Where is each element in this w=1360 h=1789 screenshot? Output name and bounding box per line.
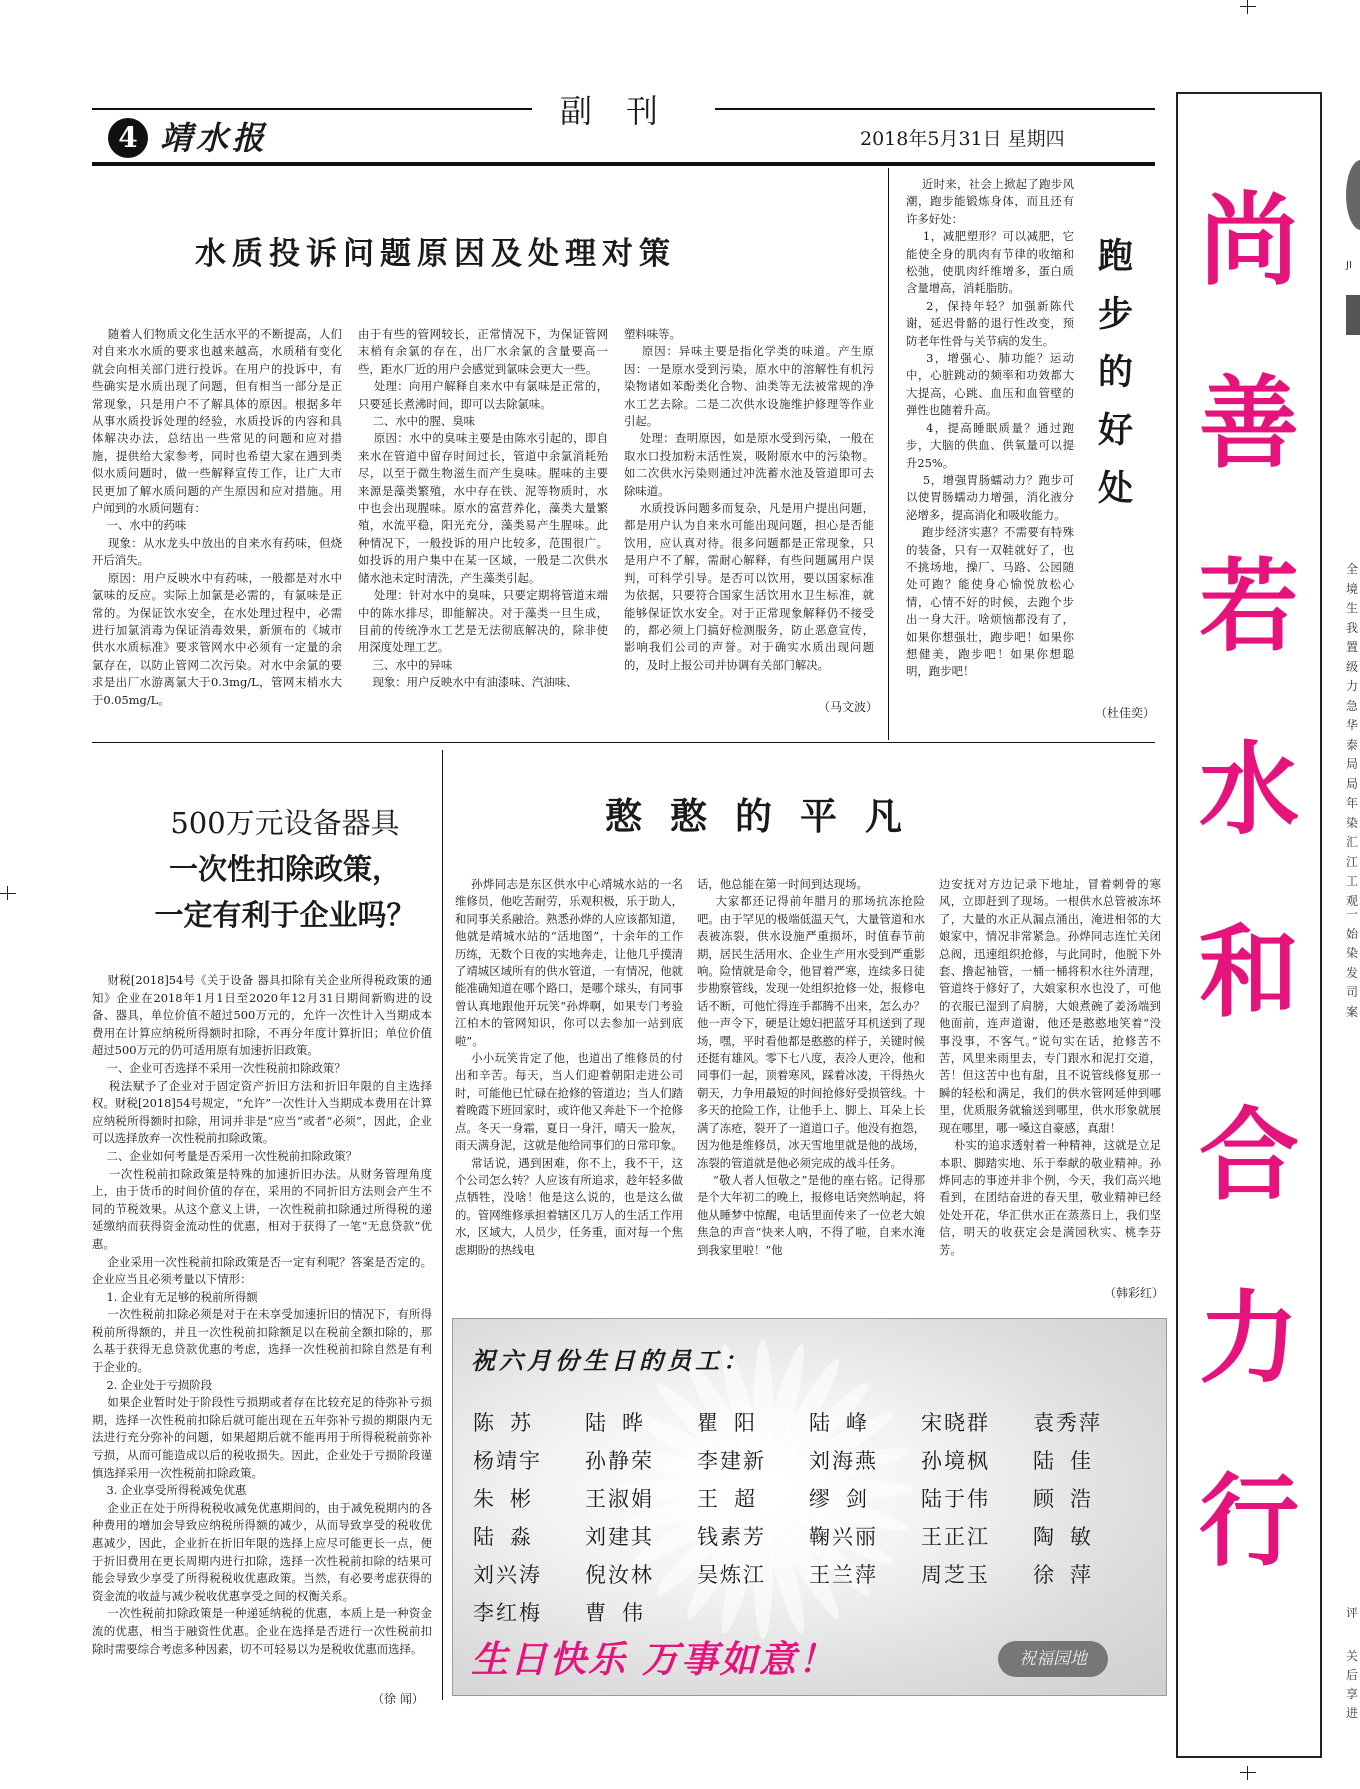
issue-date: 2018年5月31日 星期四 xyxy=(860,128,1065,150)
banner-char: 善 xyxy=(1199,365,1299,482)
article4-col1: 孙烨同志是东区供水中心靖城水站的一名维修员，他吃苦耐劳，乐观积极，乐于助人，和同事关系融洽。熟悉孙烨的人应该都知道，他就是靖城水站的“活地图”，十余年的工作历练，无数个日夜的实地奔走，让他几乎摸清了靖城区域所有的供水管道，一有情况，他就能准确知道在哪个路口，是哪个球头，有同事曾认真地跟他开玩笑“孙烨啊，如果专门考验江柏木的管网知识，你可以去参加一站到底啦”。 小小玩笑肯定了他，也道出了维修员的付出和辛苦。每天，当人们迎着朝阳走进公司时，可能他已忙碌在抢修的管道边；当人们踏着晚霞下班回家时，或许他又奔赴下一个抢修点。冬天一身霜，夏日一身汗，晴天一脸灰，雨天满身泥，这就是他给同事们的日常印象。 常话说，遇到困难，你不上，我不干，这个公司怎么转？人应该有所追求，趁年轻多做点牺牲，没啥！他是这么说的，也是这么做的。管网维修承担着辖区几万人的生活工作用水，区域大，人员少，任务重，面对每一个焦虑期盼的热线电 xyxy=(455,877,683,1257)
article1-byline: （马文波） xyxy=(818,700,879,714)
birthday-name: 钱素芳 xyxy=(697,1525,766,1549)
article3-title-line1: 500万元设备器具 xyxy=(170,806,400,840)
edge-fragment-char: 华 xyxy=(1346,718,1359,732)
header-rule-left xyxy=(92,108,532,110)
banner-char: 力 xyxy=(1199,1280,1299,1397)
edge-fragment-char: 汇 xyxy=(1346,835,1359,849)
edge-fragment-char: 发 xyxy=(1346,965,1359,980)
edge-fragment-char: 始 xyxy=(1346,926,1359,941)
birthday-name: 顾浩 xyxy=(1033,1487,1107,1511)
page-number: 4 xyxy=(108,118,148,158)
birthday-name: 王超 xyxy=(697,1487,771,1511)
edge-block-fragment xyxy=(1346,295,1360,335)
divider-horizontal-1 xyxy=(92,742,1155,743)
birthday-name: 徐萍 xyxy=(1033,1563,1107,1587)
edge-fragment-char: 享 xyxy=(1346,1687,1359,1701)
edge-fragment-char: 染 xyxy=(1346,815,1359,830)
article1-col3: 塑料味等。 原因：异味主要是指化学类的味道。产生原因：一是原水受到污染，原水中的溶解性有机污染物诸如苯酚类化合物、油类等无法被常规的净水工艺去除。二是二次供水设施维护修理等作业引起。 处理：查明原因，如是原水受到污染，一般在取水口投加粉末活性炭，吸附原水中的污染物。如二次供水污染则通过冲洗蓄水池及管道即可去除味道。 水质投诉问题多而复杂，凡是用户提出问题，都是用户认为自来水可能出现问题，担心是否能饮用，应认真对待。很多问题都是正常现象，只是用户不了解，需耐心解释，有些问题属用户误判，可科学引导。是否可以饮用，要以国家标准为依据，只要符合国家生活饮用水卫生标准，就能够保证饮水安全。对于正常现象解释仍不接受的，都必须上门搞好检测服务，防止恶意宣传，影响我们公司的声誉。对于确实水质出现问题的，及时上报公司并协调有关部门解决。 xyxy=(624,327,874,672)
article3-title-line2: 一次性扣除政策， xyxy=(168,852,401,886)
paper-name: 靖水报 xyxy=(160,119,269,157)
edge-fragment-char: 急 xyxy=(1346,698,1359,713)
edge-fragment-char: 江 xyxy=(1346,854,1359,869)
article3-title-line3: 一定有利于企业吗？ xyxy=(154,898,416,932)
birthday-name: 李建新 xyxy=(697,1449,766,1473)
edge-fragment-char: 案 xyxy=(1346,1004,1359,1019)
birthday-name: 杨靖宇 xyxy=(473,1449,542,1473)
birthday-name: 陆佳 xyxy=(1033,1449,1107,1473)
banner-char: 行 xyxy=(1199,1463,1299,1580)
edge-fragment-char: 生 xyxy=(1346,601,1359,615)
birthday-name: 周芝玉 xyxy=(921,1563,990,1587)
banner-char: 尚 xyxy=(1199,182,1299,299)
birthday-name: 孙静荣 xyxy=(585,1449,654,1473)
article4-col2: 话，他总能在第一时间到达现场。 大家都还记得前年腊月的那场抗冻抢险吧。由于罕见的极端低温天气，大量管道和水表被冻裂，供水设施严重损坏，时值春节前期，居民生活用水、企业生产用水受到严重影响。险情就是命令，他冒着严寒，连续多日徒步勘察管线，发现一处组织抢修一处，报修电话不断，可他忙得连手都腾不出来，怎么办？他一声令下，硬是让媳妇把蓝牙耳机送到了现场，嘿，平时看他都是憨憨的样子，关键时候还挺有雄风。零下七八度，表冷人更冷，他和同事们一起，顶着寒风，踩着冰凌，干得热火朝天，力争用最短的时间抢修好受损管线。十多天的抢险工作，让他手上、脚上、耳朵上长满了冻疮，裂开了一道道口子。他没有抱怨，因为他是维修员，冰天雪地里就是他的战场，冻裂的管道就是他必须完成的战斗任务。 “敬人者人恒敬之”是他的座右铭。记得那是个大年初二的晚上，报修电话突然响起，将他从睡梦中惊醒，电话里面传来了一位老大娘焦急的声音“快来人吶，不得了啦，自来水淹到我家里啦！”他 xyxy=(697,877,925,1257)
article2-body: 近时来，社会上掀起了跑步风潮，跑步能锻炼身体，而且还有许多好处： 1，减肥塑形？可以减肥，它能使全身的肌肉有节律的收缩和松弛，使肌肉纤维增多，蛋白质含量增高，消耗脂肪。 2，保持年轻？加强新陈代谢，延迟骨骼的退行性改变，预防老年性骨与关节病的发生。 3，增强心、肺功能？运动中，心脏跳动的频率和功效都大大提高，心跳、血压和血管壁的弹性也随着升高。 4，提高睡眠质量？通过跑步，大脑的供血、供氧量可以提升25%。 5，增强胃肠蠕动力？跑步可以使胃肠蠕动力增强，消化液分泌增多，提高消化和吸收能力。 跑步经济实惠？不需要有特殊的装备，只有一双鞋就好了，也不挑场地，操厂、马路、公园随处可跑？能使身心愉悦放松心情，心情不好的时候，去跑个步出一身大汗。啥烦恼都没有了，如果你想强壮，跑步吧！如果你想健美，跑步吧！如果你想聪明，跑步吧！ xyxy=(906,177,1074,679)
edge-fragment-char: 全 xyxy=(1346,562,1359,576)
birthday-name: 李红梅 xyxy=(473,1601,542,1625)
birthday-name: 曹伟 xyxy=(585,1601,659,1625)
birthday-name: 陈苏 xyxy=(473,1411,547,1435)
slogan-banner xyxy=(1176,92,1322,1758)
edge-fragment-char: 我 xyxy=(1346,620,1359,635)
article3-title xyxy=(120,800,450,938)
birthday-name: 宋晓群 xyxy=(921,1411,990,1435)
edge-fragment-char: 后 xyxy=(1346,1668,1359,1682)
birthday-name: 缪剑 xyxy=(809,1487,883,1511)
birthday-name: 陆峰 xyxy=(809,1411,883,1435)
birthday-name: 孙境枫 xyxy=(921,1449,990,1473)
article1-col1: 随着人们物质文化生活水平的不断提高，人们对自来水水质的要求也越来越高，水质稍有变化就会向相关部门进行投诉。在用户的投诉中，有些确实是水质出现了问题，但有相当一部分是正常现象，只是用户不了解具体的原因。根据多年从事水质投诉处理的经验，水质投诉的内容和具体解决办法，总结出一些常见的问题和应对措施，提供给大家参考，同时也希望大家在遇到类似水质问题时，做一些解释宣传工作，让广大市民更加了解水质问题的产生原因和应对措施。用户闻到的水质问题有： 一、水中的药味 现象：从水龙头中放出的自来水有药味，但烧开后消失。 原因：用户反映水中有药味，一般都是对水中氯味的反应。实际上加氯是必需的，有氯味是正常的。为保证饮水安全，在水处理过程中，必需进行加氯消毒为保证消毒效果，新颁布的《城市供水水质标准》要求管网水中必须有一定量的余氯存在，以防止管网二次污染。对水中余氯的要求是出厂水游离氯大于0.3mg/L，管网末梢水大于0.05mg/L。 xyxy=(92,327,342,707)
article1-title: 水质投诉问题原因及处理对策 xyxy=(195,236,676,272)
edge-fragment-char: 染 xyxy=(1346,946,1359,960)
edge-fragment-char: 年 xyxy=(1346,796,1359,810)
article2-byline: （杜佳奕） xyxy=(1095,706,1156,720)
birthday-title: 祝六月份生日的员工： xyxy=(471,1346,751,1375)
edge-fragment-char: 进 xyxy=(1346,1706,1359,1720)
article4-byline: （韩彩红） xyxy=(1104,1286,1165,1300)
article4-col3: 边安抚对方边记录下地址，冒着刺骨的寒风，立即赶到了现场。一根供水总管被冻坏了，大量的水正从漏点涌出，淹进相邻的大娘家中，情况非常紧急。孙烨同志连忙关闭总阀，迅速组织抢修，与此同时，他脱下外套、撸起袖管，一桶一桶将积水往外清理，管道终于修好了，大娘家积水也没了，可他的衣服已湿到了肩膀，大娘煮碗了姜汤端到他面前，连声道谢，他还是憨憨地笑着“没事没事，不客气。”说句实在话，抢修苦不苦，风里来雨里去，专门跟水和泥打交道，苦！但这苦中也有甜，且不说管线修复那一瞬的轻松和满足，我们的供水管网延伸到哪里，优质服务就输送到哪里，供水形象就展现在哪里，哪一嗓这自豪感，真甜！ 朴实的追求透射着一种精神，这就是立足本职、脚踏实地、乐于奉献的敬业精神。孙烨同志的事迹并非个例，今天，我们高兴地看到，在团结奋进的春天里，敬业精神已经处处开花，华汇供水正在蒸蒸日上，我们坚信，明天的收获定会是满园秋实、桃李芬芳。 xyxy=(939,877,1161,1257)
birthday-name: 刘兴涛 xyxy=(473,1563,542,1587)
birthday-name: 朱彬 xyxy=(473,1487,547,1511)
section-title: 副刊 xyxy=(560,92,693,130)
birthday-name: 王淑娟 xyxy=(585,1487,654,1511)
birthday-name: 王正江 xyxy=(921,1525,990,1549)
blessing-corner-badge: 祝福园地 xyxy=(998,1641,1108,1677)
birthday-name: 王兰萍 xyxy=(809,1563,878,1587)
article4-title: 憨憨的平凡 xyxy=(605,794,930,838)
edge-fragment-char: 力 xyxy=(1346,679,1359,693)
edge-fragment-char: 工 xyxy=(1346,874,1359,888)
edge-fragment-char: 泰 xyxy=(1346,737,1359,752)
edge-label-fragment: JI xyxy=(1346,260,1352,271)
article1-col2: 由于有些的管网较长，正常情况下，为保证管网末梢有余氯的存在，出厂水余氯的含量要高一些，距水厂近的用户会感觉到氯味会更大一些。 处理：向用户解释自来水中有氯味是正常的，只要延长煮沸时间，即可以去除氯味。 二、水中的腥、臭味 原因：水中的臭味主要是由陈水引起的，即自来水在管道中留存时间过长，管道中余氯消耗殆尽，以至于微生物滋生而产生臭味。腥味的主要来源是藻类繁殖，水中存在铁、泥等物质时，水中也会出现腥味。原水的富营养化，藻类大量繁殖，水流平稳，阳光充分，藻类易产生腥味。此种情况下，一般投诉的用户比较多，范围很广。如投诉的用户集中在某一区域，一般是二次供水储水池未定时清洗，产生藻类引起。 处理：针对水中的臭味，只要定期将管道末端中的陈水排尽，即能解决。对于藻类一旦生成，目前的传统净水工艺是无法彻底解决的，除非使用深度处理工艺。 三、水中的异味 现象：用户反映水中有油漆味、汽油味、 xyxy=(358,327,608,690)
banner-char: 和 xyxy=(1199,914,1299,1031)
header-rule-bottom xyxy=(92,162,1155,166)
birthday-name: 刘建其 xyxy=(585,1525,654,1549)
edge-fragment-char: 境 xyxy=(1346,581,1359,596)
banner-char: 若 xyxy=(1199,548,1299,665)
banner-char: 合 xyxy=(1199,1097,1299,1214)
birthday-name: 袁秀萍 xyxy=(1033,1411,1102,1435)
birthday-name: 鞠兴丽 xyxy=(809,1525,878,1549)
edge-fragment-char: 观 xyxy=(1346,893,1359,908)
article3-byline: （徐 闻） xyxy=(372,1692,424,1706)
edge-fragment-char: 置 xyxy=(1346,640,1359,654)
edge-fragment-char: 司 xyxy=(1346,985,1359,999)
edge-fragment-char: 评 xyxy=(1346,1606,1359,1620)
header-rule-right xyxy=(715,108,1155,110)
birthday-name: 刘海燕 xyxy=(809,1449,878,1473)
edge-fragment-char: 一 xyxy=(1346,907,1359,921)
article2-title: 跑步的好处 xyxy=(1098,236,1134,509)
birthday-box xyxy=(452,1318,1167,1696)
edge-fragment-char: 关 xyxy=(1346,1649,1359,1663)
edge-fragment-char: 级 xyxy=(1346,659,1359,674)
birthday-slogan: 生日快乐 万事如意！ xyxy=(471,1638,837,1681)
banner-char: 水 xyxy=(1199,731,1299,848)
divider-vertical-2 xyxy=(442,750,443,1700)
birthday-name: 陆淼 xyxy=(473,1525,547,1549)
birthday-name: 吴炼江 xyxy=(697,1563,766,1587)
edge-fragment-char: 局 xyxy=(1346,776,1359,791)
article3-body: 财税[2018]54号《关于设备 器具扣除有关企业所得税政策的通知》企业在2018年1月1日至2020年12月31日期间新购进的设备、器具，单位价值不超过500万元的，允许一次性计入当期成本费用在计算应纳税所得额时扣除，不再分年度计算折旧；单位价值超过500万元的仍可适用原有加速折旧政策。 一、企业可否选择不采用一次性税前扣除政策？ 税法赋予了企业对于固定资产折旧方法和折旧年限的自主选择权。财税[2018]54号规定，“允许”一次性计入当期成本费用在计算应纳税所得额时扣除，用词并非是“应当”或者“必须”，因此，企业可以选择放弃一次性税前扣除政策。 二、企业如何考量是否采用一次性税前扣除政策？ 一次性税前扣除政策是特殊的加速折旧办法。从财务管理角度上，由于货币的时间价值的存在，采用的不同折旧方法则会产生不同的节税效果。从这个意义上讲，一次性税前扣除通过所得税的递延缴纳而获得资金流动性的优惠，相对于获得了一笔“无息贷款”优惠。 企业采用一次性税前扣除政策是否一定有利呢？答案是否定的。企业应当且必须考量以下情形： 1. 企业有无足够的税前所得额 一次性税前扣除必须是对于在未享受加速折旧的情况下，有所得税前所得额的，并且一次性税前扣除额足以在税前全额扣除的，那么基于获得无息贷款优惠的考虑，选择一次性税前扣除自然是有利于企业的。 2. 企业处于亏损阶段 如果企业暂时处于阶段性亏损期或者存在比较充足的待弥补亏损期，选择一次性税前扣除后就可能出现在五年弥补亏损的期限内无法进行充分弥补的问题，如果超期后就不能再用于所得税税前弥补亏损，从而可能造成以后的税收损失。因此，企业处于亏损阶段谨慎选择采用一次性税前扣除政策。 3. 企业享受所得税减免优惠 企业正在处于所得税税收减免优惠期间的，由于减免税期内的各种费用的增加会导致应纳税所得额的减少，从而导致享受的税收优惠减少，因此，企业折在折旧年限的选择上应尽可能更长一点，便于折旧费用在更长周期内进行扣除，选择一次性税前扣除的结果可能会导致少享受了所得税税收优惠政策。当然，有必要考虑获得的资金流的收益与减少税收优惠享受之间的权衡关系。 一次性税前扣除政策是一种递延纳税的优惠，本质上是一种资金流的优惠，相当于融资性优惠。企业在选择是否进行一次性税前扣除时需要综合考虑多种因素，切不可轻易以为是税收优惠而选择。 xyxy=(92,973,432,1656)
divider-vertical-1 xyxy=(888,168,889,740)
birthday-name: 瞿阳 xyxy=(697,1411,771,1435)
edge-fragment-char: 局 xyxy=(1346,757,1359,771)
edge-circle-fragment xyxy=(1346,160,1360,230)
birthday-name: 陆于伟 xyxy=(921,1487,990,1511)
birthday-name: 陶敏 xyxy=(1033,1525,1107,1549)
birthday-name: 陆晔 xyxy=(585,1411,659,1435)
birthday-name: 倪汝林 xyxy=(585,1563,654,1587)
